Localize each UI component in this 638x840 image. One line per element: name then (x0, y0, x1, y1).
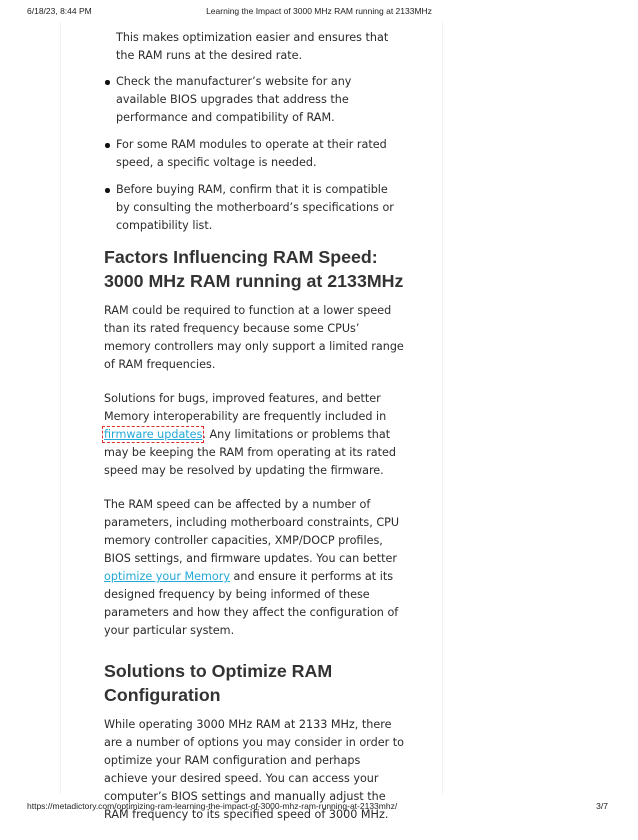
paragraph-text: and ensure it performs at its designed frequency by being informed of these parameters and how they affect the configuration of your particular system. (104, 570, 399, 637)
section-heading-factors: Factors Influencing RAM Speed: 3000 MHz RAM running at 2133MHz (104, 247, 404, 291)
list-item: For some RAM modules to operate at their rated speed, a specific voltage is needed. (104, 136, 404, 172)
article-content (104, 29, 404, 840)
print-url: https://metadictory.com/optimizing-ram-learning-the-impact-of-3000-mhz-ram-running-at-2133mhz/ (27, 801, 398, 811)
list-item-continuation: This makes optimization easier and ensures that the RAM runs at the desired rate. (116, 31, 389, 62)
paragraph-text: . Any limitations or problems that may be keeping the RAM from operating at its rated speed may be resolved by updating the firmware. (104, 428, 396, 477)
print-footer (0, 801, 638, 813)
paragraph: RAM could be required to function at a lower speed than its rated frequency because some CPUs’ memory controllers may only support a limited range of RAM frequencies. (104, 304, 404, 371)
print-page-title: Learning the Impact of 3000 MHz RAM running at 2133MHz (206, 6, 432, 16)
print-header (0, 6, 638, 18)
print-datetime: 6/18/23, 8:44 PM (27, 6, 92, 16)
firmware-updates-link[interactable]: firmware updates (104, 428, 203, 441)
list-item: Before buying RAM, confirm that it is compatible by consulting the motherboard’s specifications or compatibility list. (104, 181, 404, 235)
list-item: Check the manufacturer’s website for any available BIOS upgrades that address the performance and compatibility of RAM. (104, 73, 404, 127)
paragraph: While operating 3000 MHz RAM at 2133 MHz, there are a number of options you may consider in order to optimize your RAM configuration and perhaps achieve your desired speed. You can access your computer’s BIOS settings and manually adjust the RAM frequency to its specified speed of 3000 MHz. (104, 718, 404, 821)
page-number: 3/7 (596, 801, 608, 811)
content-border-right (442, 22, 443, 794)
paragraph-text: The RAM speed can be affected by a number of parameters, including motherboard constraints, CPU memory controller capacities, XMP/DOCP profiles, BIOS settings, and firmware updates. You can better (104, 498, 400, 565)
paragraph (104, 496, 404, 640)
content-border-left (60, 22, 61, 794)
section-heading-solutions: Solutions to Optimize RAM Configuration (104, 661, 333, 705)
bullet-list (104, 73, 404, 235)
paragraph-text: Solutions for bugs, improved features, and better Memory interoperability are frequently included in (104, 392, 387, 423)
optimize-memory-link[interactable]: optimize your Memory (104, 570, 230, 583)
paragraph (104, 390, 404, 480)
